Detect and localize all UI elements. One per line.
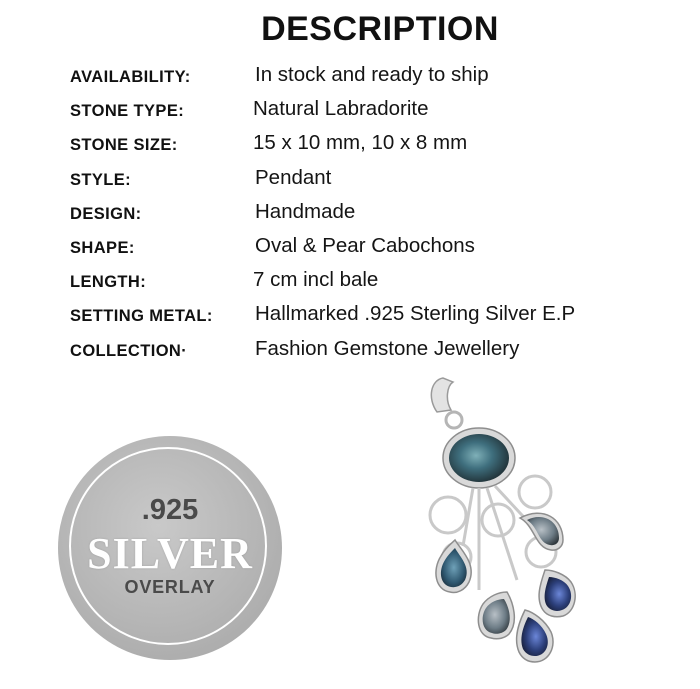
spec-value: Handmade	[255, 199, 356, 223]
spec-label: AVAILABILITY:	[70, 68, 191, 86]
pendant-image	[395, 370, 625, 670]
spec-row-style	[70, 165, 670, 199]
spec-label: STONE SIZE:	[70, 136, 178, 155]
pendant-bale	[431, 378, 462, 428]
spec-row-collection	[70, 336, 670, 370]
spec-row-availability	[70, 62, 670, 96]
spec-value: Oval & Pear Cabochons	[255, 233, 475, 257]
spec-value: In stock and ready to ship	[255, 63, 489, 86]
spec-value: 7 cm incl bale	[253, 268, 379, 292]
spec-value: Hallmarked .925 Sterling Silver E.P	[255, 302, 576, 326]
spec-label: SETTING METAL:	[70, 307, 213, 326]
spec-row-design	[70, 199, 670, 233]
spec-value: Pendant	[255, 165, 332, 189]
badge-finish: OVERLAY	[124, 577, 216, 597]
spec-row-length	[70, 267, 670, 301]
spec-row-stone-size	[70, 130, 670, 164]
spec-label: LENGTH:	[70, 273, 147, 292]
spec-label: SHAPE:	[70, 238, 135, 257]
pear-labradorite-bottom	[517, 610, 554, 662]
spec-row-setting-metal	[70, 301, 670, 335]
spec-label: COLLECTION·	[70, 341, 188, 360]
spec-row-stone-type	[70, 96, 670, 130]
pear-labradorite-mid	[478, 592, 514, 639]
spec-row-shape	[70, 233, 670, 267]
spec-value: 15 x 10 mm, 10 x 8 mm	[253, 131, 468, 155]
spec-label: STONE TYPE:	[70, 102, 185, 121]
silver-overlay-badge	[58, 436, 282, 660]
page-title: DESCRIPTION	[261, 10, 499, 48]
pear-labradorite-right-low	[539, 570, 575, 617]
badge-metal: SILVER	[87, 529, 253, 578]
spec-label: STYLE:	[70, 170, 132, 189]
spec-label: DESIGN:	[70, 204, 142, 223]
spec-value: Natural Labradorite	[253, 97, 429, 121]
oval-labradorite	[443, 428, 515, 488]
specs-table	[70, 62, 670, 370]
spec-value: Fashion Gemstone Jewellery	[255, 336, 520, 360]
badge-purity: .925	[141, 494, 199, 526]
